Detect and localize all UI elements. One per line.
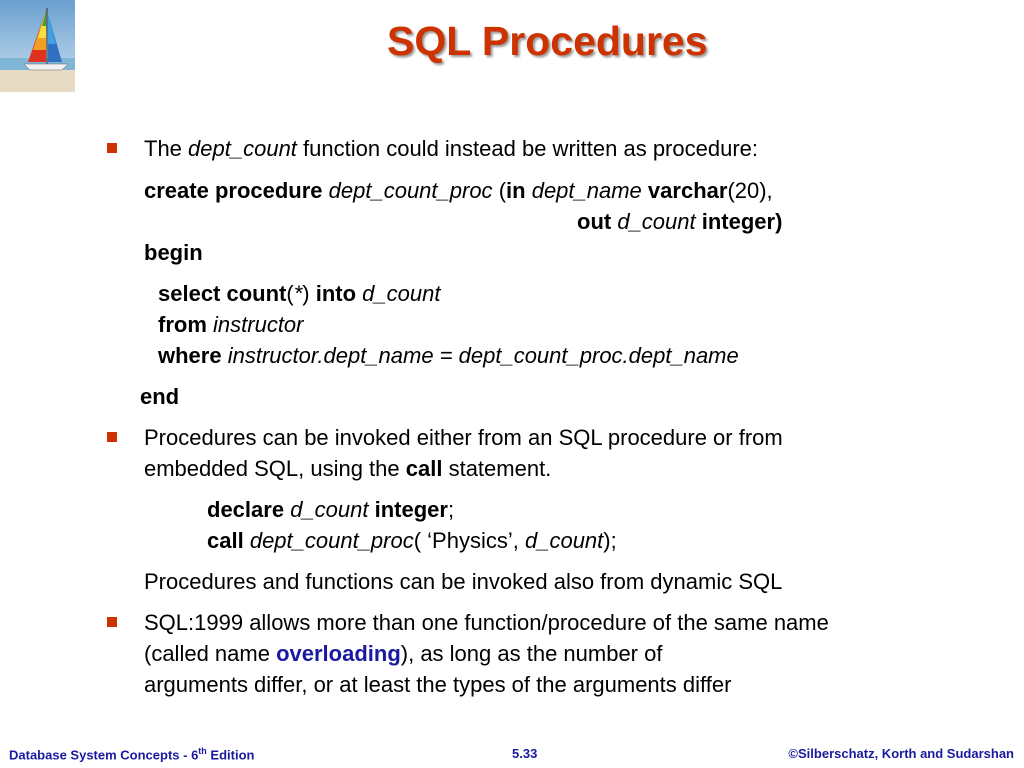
bullet3-line2: (called name overloading), as long as the number of bbox=[144, 641, 663, 666]
bullet2-line2: embedded SQL, using the call statement. bbox=[144, 456, 552, 481]
bullet2-note: Procedures and functions can be invoked also from dynamic SQL bbox=[144, 569, 783, 594]
footer-book-title: Database System Concepts - 6th Edition bbox=[9, 746, 255, 763]
bullet3-line1: SQL:1999 allows more than one function/procedure of the same name bbox=[144, 610, 829, 635]
code-where-line: where instructor.dept_name = dept_count_proc.dept_name bbox=[158, 343, 739, 368]
code-out-line: out d_count integer) bbox=[577, 209, 783, 234]
code-begin-line: begin bbox=[144, 240, 203, 265]
code-create-line: create procedure dept_count_proc (in dept_name varchar(20), bbox=[144, 178, 773, 203]
bullet1-intro: The dept_count function could instead be written as procedure: bbox=[144, 136, 758, 161]
code-from-line: from instructor bbox=[158, 312, 304, 337]
bullet-marker bbox=[107, 143, 117, 153]
bullet-marker bbox=[107, 432, 117, 442]
code-call-line: call dept_count_proc( ‘Physics’, d_count); bbox=[207, 528, 617, 553]
code-declare-line: declare d_count integer; bbox=[207, 497, 455, 522]
bullet-marker bbox=[107, 617, 117, 627]
slide-title: SQL Procedures bbox=[387, 18, 708, 64]
footer-page-number: 5.33 bbox=[512, 746, 538, 761]
overloading-term: overloading bbox=[276, 641, 401, 666]
code-end-line: end bbox=[140, 384, 180, 409]
bullet2-line1: Procedures can be invoked either from an SQL procedure or from bbox=[144, 425, 783, 450]
code-select-line: select count(*) into d_count bbox=[158, 281, 441, 306]
bullet3-line3: arguments differ, or at least the types of the arguments differ bbox=[144, 672, 732, 697]
sailboat-logo bbox=[0, 0, 75, 92]
footer-copyright: ©Silberschatz, Korth and Sudarshan bbox=[788, 746, 1014, 761]
